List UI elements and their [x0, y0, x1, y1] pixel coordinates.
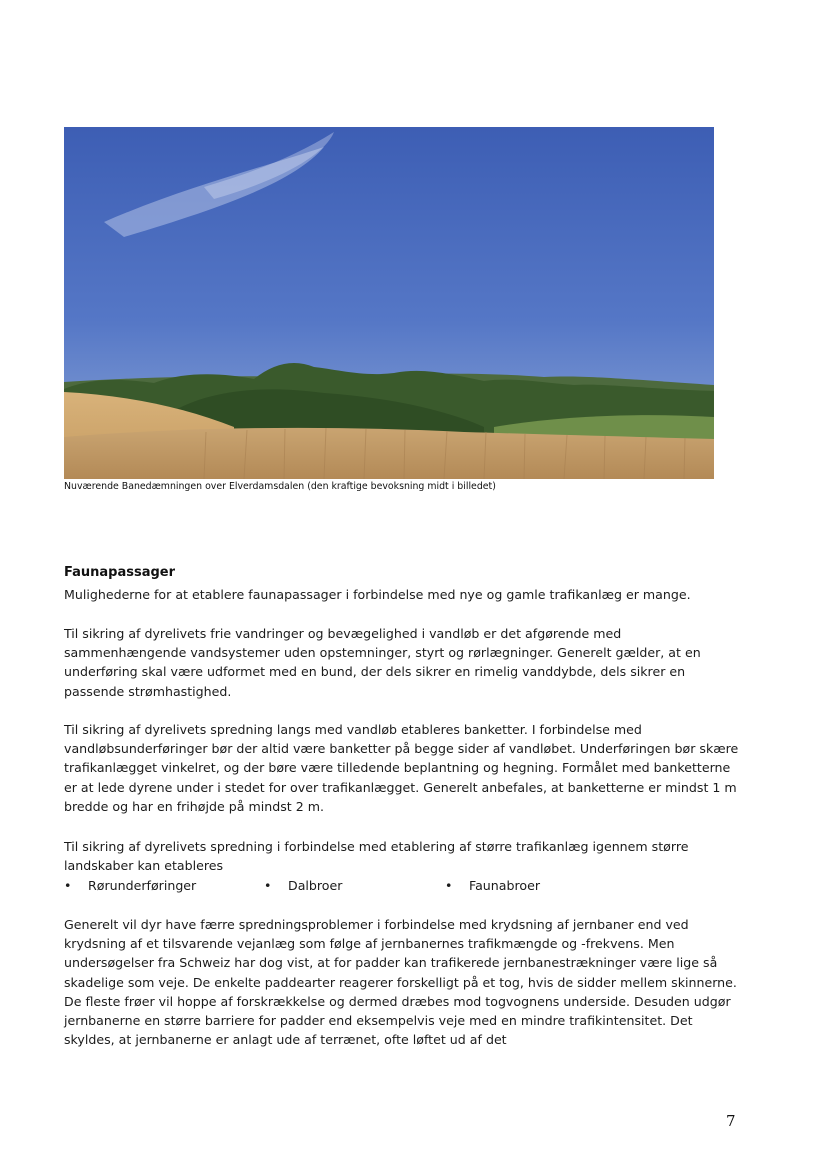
- landscape-photo: [64, 127, 714, 479]
- paragraph: Til sikring af dyrelivets frie vandringer og bevægelighed i vandløb er det afgørende med sammenhængende vandsystemer uden opstemninger, styrt og rørlægninger. Generelt gælder, at en underføring skal være udformet med en bund, der dels sikrer en rimelig vanddybde, dels sikrer en passende strømhastighed.: [64, 626, 701, 699]
- list-item: [264, 876, 342, 895]
- list-item-label: Faunabroer: [469, 878, 541, 893]
- photo-caption: Nuværende Banedæmningen over Elverdamsdalen (den kraftige bevoksning midt i billedet): [64, 481, 496, 492]
- bullet-list: [64, 876, 739, 896]
- bullet-icon: •: [64, 878, 72, 893]
- intro-paragraph: Mulighederne for at etablere faunapassager i forbindelse med nye og gamle trafikanlæg er mange.: [64, 587, 691, 602]
- paragraph: Til sikring af dyrelivets spredning langs med vandløb etableres banketter. I forbindelse med vandløbsunderføringer bør der altid være banketter på begge sider af vandløbet. Underføringen bør skære trafikanlægget vinkelret, og der børe være tilledende beplantning og hegning. Formålet med banketterne er at lede dyrene under i stedet for over trafikanlægget. Generelt anbefales, at banketterne er mindst 1 m bredde og har en frihøjde på mindst 2 m.: [64, 722, 739, 814]
- bullet-icon: •: [264, 878, 272, 893]
- list-item: [64, 876, 196, 895]
- final-paragraph: Generelt vil dyr have færre spredningsproblemer i forbindelse med krydsning af jernbaner end ved krydsning af et tilsvarende vejanlæg som følge af jernbanernes trafikmængde og -frekvens. Men undersøgelser fra Schweiz har dog vist, at for padder kan trafikerede jernbanestrækninger være lige så skadelige som veje. De enkelte paddearter reagerer forskelligt på et tog, hvis de sidder mellem skinnerne. De fleste frøer vil hoppe af forskrækkelse og dermed dræbes mod togvognens underside. Desuden udgør jernbanerne en større barriere for padder end eksempelvis veje med en mindre trafikintensitet. Det skyldes, at jernbanerne er anlagt ude af terrænet, ofte løftet ud af det: [64, 917, 737, 1048]
- page-number: 7: [726, 1112, 736, 1130]
- list-item: [445, 876, 540, 895]
- bullet-icon: •: [445, 878, 453, 893]
- section-heading: Faunapassager: [64, 565, 176, 580]
- list-item-label: Rørunderføringer: [88, 878, 197, 893]
- list-item-label: Dalbroer: [288, 878, 343, 893]
- paragraph: Til sikring af dyrelivets spredning i forbindelse med etablering af større trafikanlæg igennem større landskaber kan etableres: [64, 839, 689, 874]
